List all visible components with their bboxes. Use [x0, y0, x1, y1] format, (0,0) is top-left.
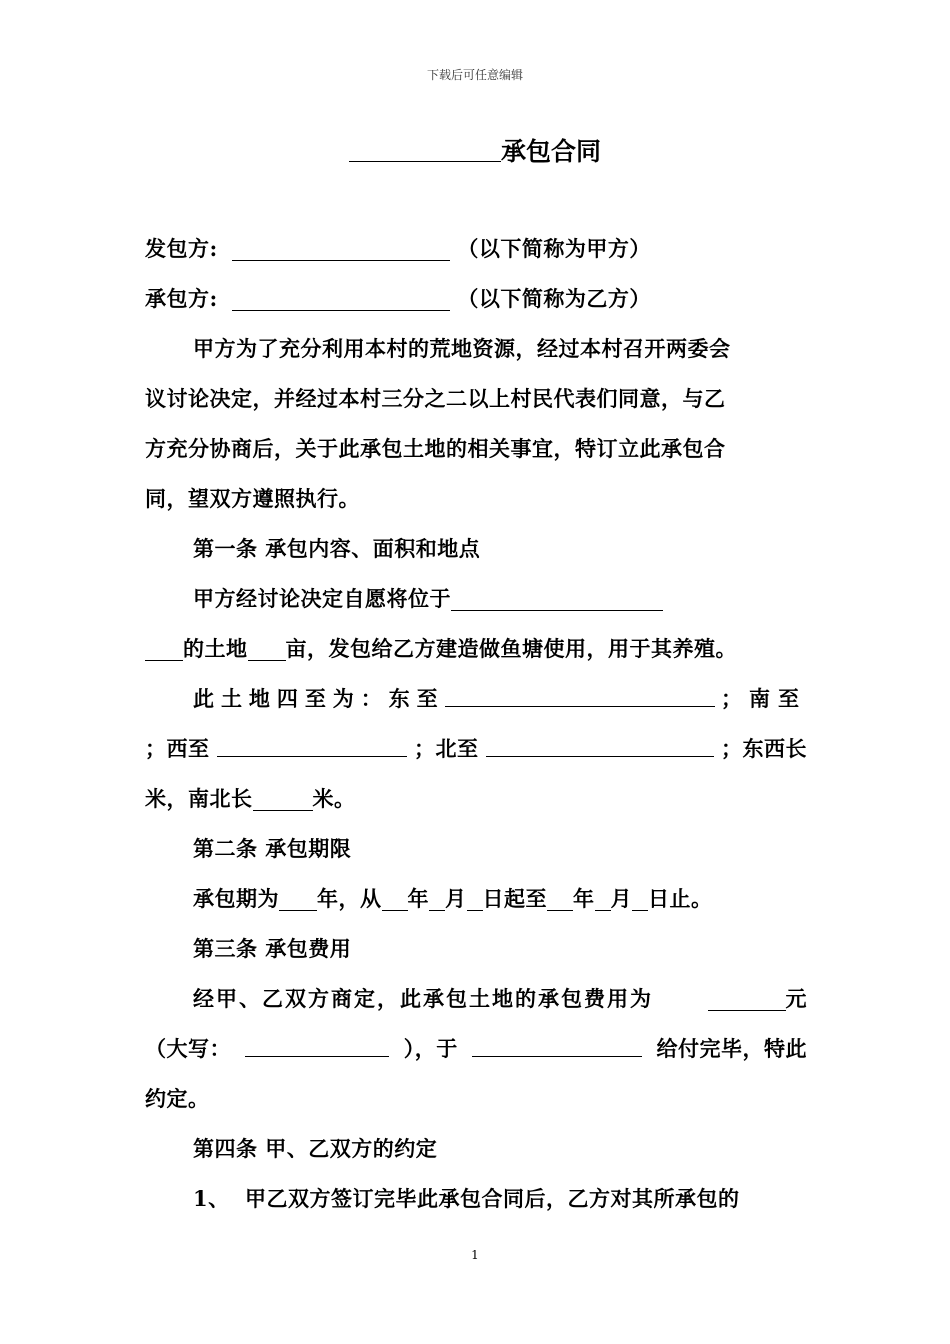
article4-heading: 第四条 甲、乙双方的约定 — [193, 1136, 438, 1161]
boundary-line-2 — [145, 734, 807, 764]
term-text: 日止。 — [648, 886, 713, 911]
location-text: 甲方经讨论决定自愿将位于 — [193, 586, 451, 611]
contractor-blank — [232, 288, 450, 311]
start-month-blank — [429, 888, 445, 911]
intro-line-3: 方充分协商后，关于此承包土地的相关事宜，特订立此承包合 — [145, 436, 726, 461]
boundary-line-1 — [193, 684, 807, 714]
fee-paid-text: 给付完毕，特此 — [656, 1036, 807, 1061]
east-blank — [445, 684, 715, 707]
north-south-blank — [253, 788, 313, 811]
title-blank — [349, 135, 501, 162]
end-year-blank — [547, 888, 573, 911]
document-title — [0, 135, 950, 169]
issuer-label: 发包方: — [145, 236, 218, 261]
location-blank-cont — [145, 638, 183, 661]
boundary-char: 东 — [388, 686, 411, 711]
fee-unit: 元 — [785, 986, 807, 1011]
fee-line-1 — [193, 984, 807, 1014]
article1-area-line — [145, 634, 807, 664]
north-blank — [486, 734, 714, 757]
article2-term-line — [193, 884, 807, 914]
boundary-char: 为 — [332, 686, 355, 711]
fee-text: 经甲、乙双方商定，此承包土地的承包费用为 — [193, 986, 653, 1011]
fee-paid-label: ），于 — [403, 1036, 458, 1061]
intro-line-4: 同，望双方遵照执行。 — [145, 486, 360, 511]
article3-heading: 第三条 承包费用 — [193, 936, 352, 961]
east-separator: ； — [721, 686, 743, 711]
payment-date-blank — [472, 1034, 642, 1057]
contractor-label: 承包方: — [145, 286, 218, 311]
intro-line-2: 议讨论决定，并经过本村三分之二以上村民代表们同意，与乙 — [145, 386, 726, 411]
term-text: 年 — [573, 886, 595, 911]
boundary-char: 此 — [193, 686, 215, 711]
title-text: 承包合同 — [500, 137, 601, 166]
term-text: 月 — [445, 886, 467, 911]
fee-line-2 — [145, 1034, 807, 1064]
north-south-label: 米，南北长 — [145, 786, 253, 811]
boundary-char: 至 — [416, 686, 439, 711]
article1-location-line — [193, 584, 807, 614]
item-text: 甲乙双方签订完毕此承包合同后，乙方对其所承包的 — [245, 1186, 740, 1211]
issuer-line — [145, 234, 807, 264]
term-text: 年，从 — [317, 886, 382, 911]
end-day-blank — [632, 888, 648, 911]
article2-heading: 第二条 承包期限 — [193, 836, 352, 861]
start-day-blank — [467, 888, 483, 911]
east-west-label: ；东西长 — [721, 736, 807, 761]
boundary-char: 四 — [276, 686, 299, 711]
boundary-line-3 — [145, 784, 807, 814]
issuer-suffix: （以下简称为甲方） — [457, 236, 651, 261]
fee-capital-label: （大写： — [145, 1036, 231, 1061]
contractor-line — [145, 284, 807, 314]
area-blank — [248, 638, 286, 661]
article1-heading: 第一条 承包内容、面积和地点 — [193, 536, 481, 561]
boundary-char: ： — [360, 686, 383, 711]
south-label: 南至 — [748, 686, 807, 711]
boundary-char: 至 — [304, 686, 327, 711]
issuer-blank — [232, 238, 450, 261]
term-text: 月 — [610, 886, 632, 911]
years-blank — [279, 888, 317, 911]
west-label: ；西至 — [145, 736, 210, 761]
header-note: 下载后可任意编辑 — [426, 68, 523, 82]
meter-unit: 米。 — [312, 786, 356, 811]
area-text: 亩，发包给乙方建造做鱼塘使用，用于其养殖。 — [285, 636, 737, 661]
end-month-blank — [595, 888, 611, 911]
article4-item-1 — [193, 1184, 807, 1214]
land-text: 的土地 — [183, 636, 248, 661]
page-number: 1 — [471, 1248, 479, 1262]
fee-capital-blank — [245, 1034, 389, 1057]
fee-amount-group — [708, 984, 808, 1014]
intro-line-1: 甲方为了充分利用本村的荒地资源，经过本村召开两委会 — [193, 336, 731, 361]
start-year-blank — [382, 888, 408, 911]
west-blank — [217, 734, 407, 757]
fee-line-3: 约定。 — [145, 1086, 210, 1111]
term-text: 年 — [407, 886, 429, 911]
item-number: 1、 — [193, 1186, 230, 1211]
contractor-suffix: （以下简称为乙方） — [457, 286, 651, 311]
boundary-char: 土 — [220, 686, 243, 711]
boundary-char: 地 — [248, 686, 271, 711]
location-blank — [451, 588, 663, 611]
fee-amount-blank — [708, 988, 786, 1011]
term-text: 承包期为 — [193, 886, 279, 911]
north-label: ；北至 — [414, 736, 479, 761]
term-text: 日起至 — [482, 886, 547, 911]
